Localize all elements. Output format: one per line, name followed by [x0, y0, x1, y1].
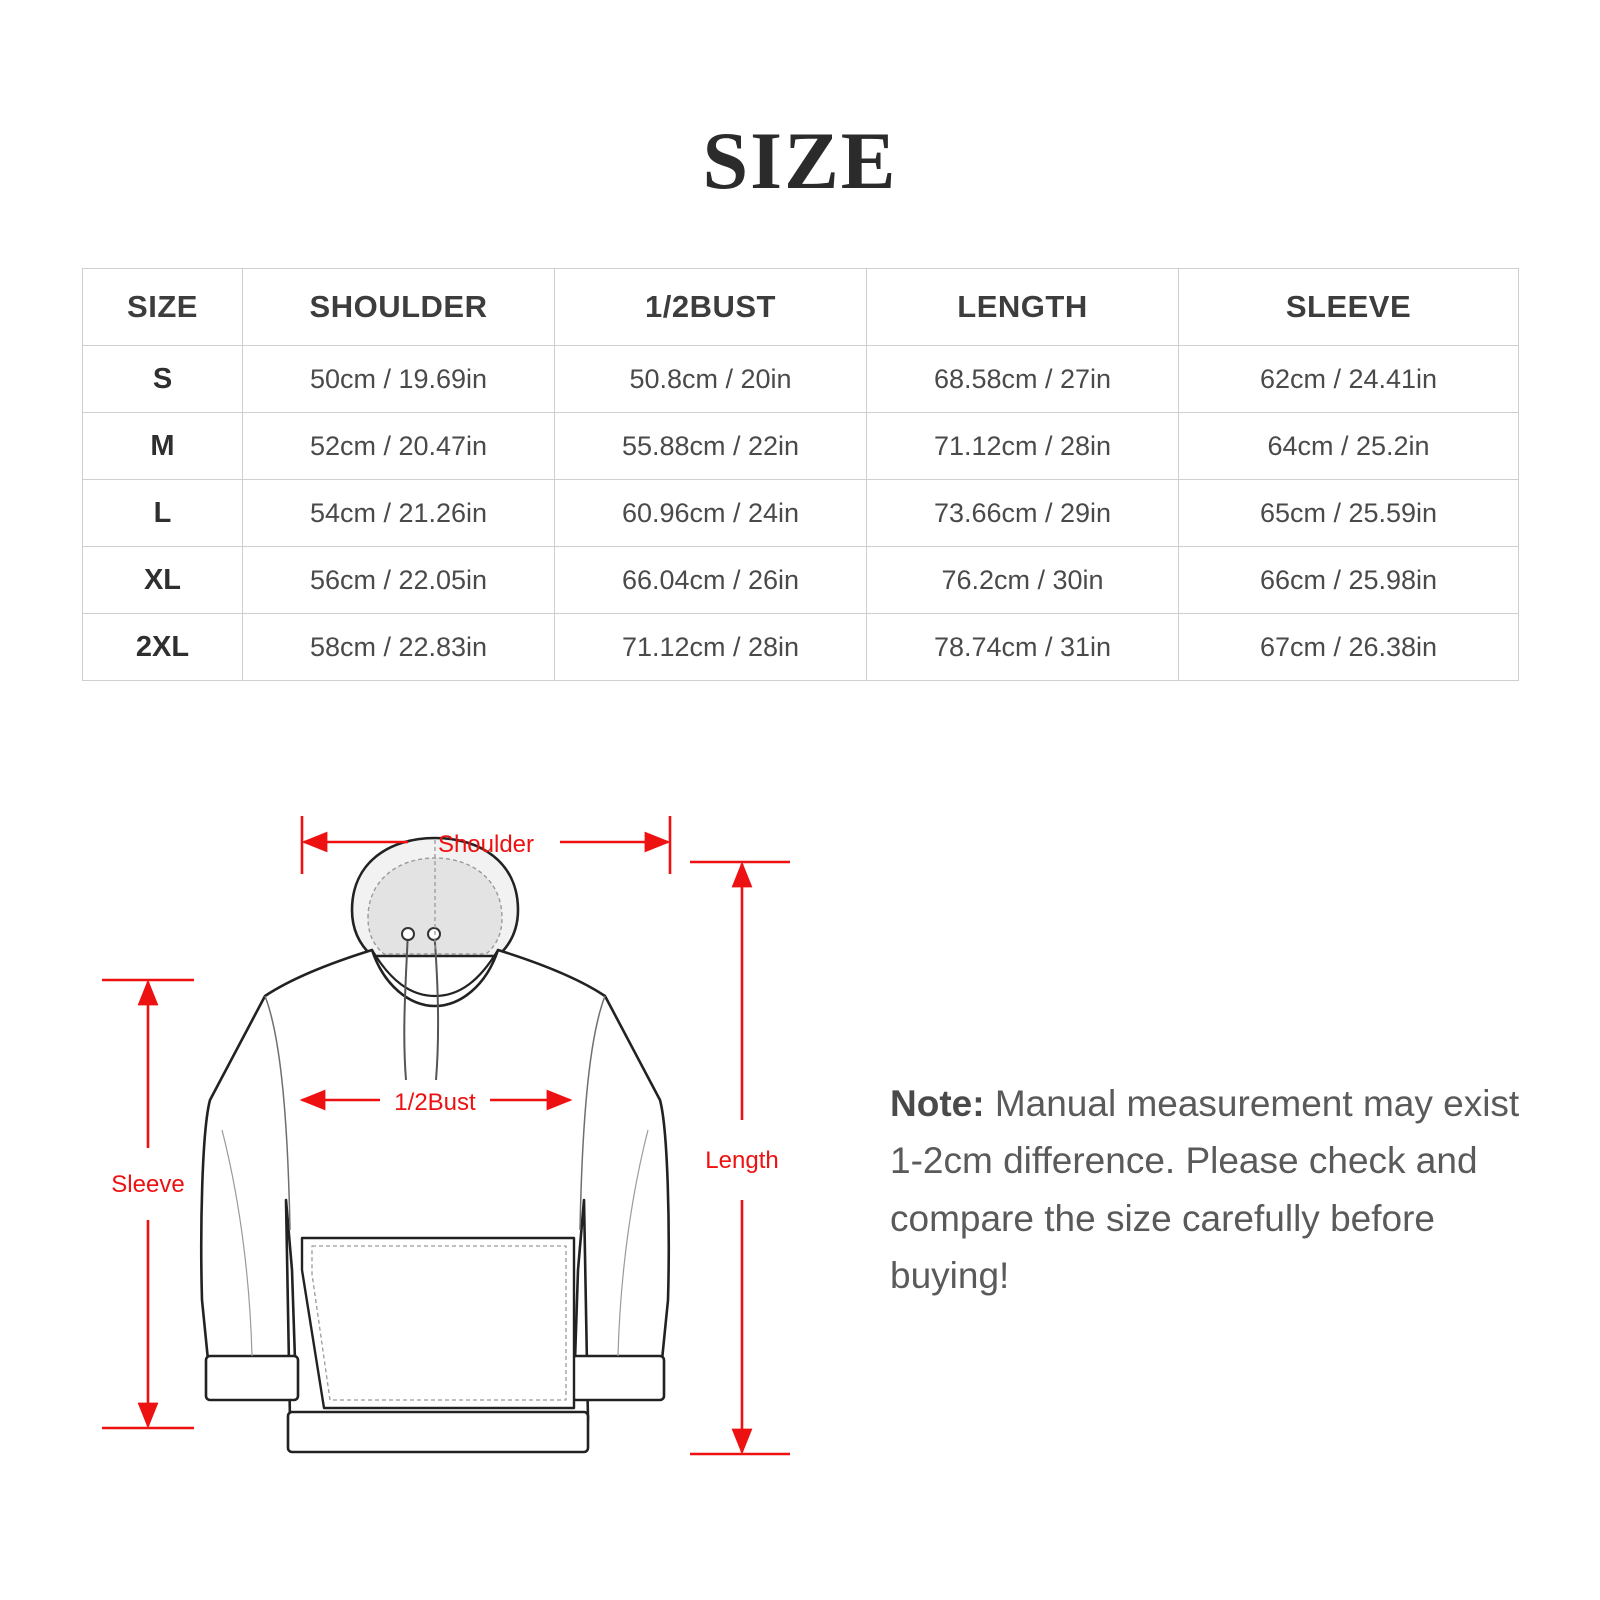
cell-size: L [83, 480, 243, 547]
cell-length: 68.58cm / 27in [867, 346, 1179, 413]
label-shoulder: Shoulder [437, 831, 535, 858]
column-header-length: LENGTH [867, 269, 1179, 346]
measurement-diagram [90, 800, 880, 1500]
label-bust: 1/2Bust [394, 1089, 476, 1116]
cell-shoulder: 58cm / 22.83in [243, 614, 555, 681]
cell-sleeve: 65cm / 25.59in [1179, 480, 1519, 547]
table-row [83, 614, 1519, 681]
cell-sleeve: 64cm / 25.2in [1179, 413, 1519, 480]
note-label: Note: [890, 1083, 985, 1124]
table-row [83, 413, 1519, 480]
cell-bust: 55.88cm / 22in [555, 413, 867, 480]
cell-length: 78.74cm / 31in [867, 614, 1179, 681]
cell-size: M [83, 413, 243, 480]
size-table [82, 268, 1519, 681]
note-block [890, 1075, 1520, 1304]
cell-size: XL [83, 547, 243, 614]
label-sleeve: Sleeve [111, 1171, 185, 1198]
cell-size: 2XL [83, 614, 243, 681]
cell-sleeve: 67cm / 26.38in [1179, 614, 1519, 681]
cell-shoulder: 54cm / 21.26in [243, 480, 555, 547]
column-header-size: SIZE [83, 269, 243, 346]
column-header-bust: 1/2BUST [555, 269, 867, 346]
cell-sleeve: 66cm / 25.98in [1179, 547, 1519, 614]
hoodie-illustration [201, 838, 668, 1452]
measure-sleeve [102, 980, 194, 1428]
cell-bust: 71.12cm / 28in [555, 614, 867, 681]
size-table-container [82, 268, 1518, 681]
cell-length: 73.66cm / 29in [867, 480, 1179, 547]
table-header-row [83, 269, 1519, 346]
page-title: SIZE [702, 115, 898, 206]
cell-length: 76.2cm / 30in [867, 547, 1179, 614]
cell-shoulder: 52cm / 20.47in [243, 413, 555, 480]
table-row [83, 480, 1519, 547]
cell-shoulder: 50cm / 19.69in [243, 346, 555, 413]
cell-length: 71.12cm / 28in [867, 413, 1179, 480]
note-text: Manual measurement may exist 1-2cm difference. Please check and compare the size carefully before buying! [890, 1083, 1520, 1297]
measure-length [690, 862, 790, 1454]
cell-bust: 50.8cm / 20in [555, 346, 867, 413]
table-row [83, 346, 1519, 413]
cell-bust: 66.04cm / 26in [555, 547, 867, 614]
label-length: Length [705, 1147, 779, 1174]
column-header-sleeve: SLEEVE [1179, 269, 1519, 346]
cell-size: S [83, 346, 243, 413]
cell-bust: 60.96cm / 24in [555, 480, 867, 547]
cell-sleeve: 62cm / 24.41in [1179, 346, 1519, 413]
table-row [83, 547, 1519, 614]
cell-shoulder: 56cm / 22.05in [243, 547, 555, 614]
column-header-shoulder: SHOULDER [243, 269, 555, 346]
